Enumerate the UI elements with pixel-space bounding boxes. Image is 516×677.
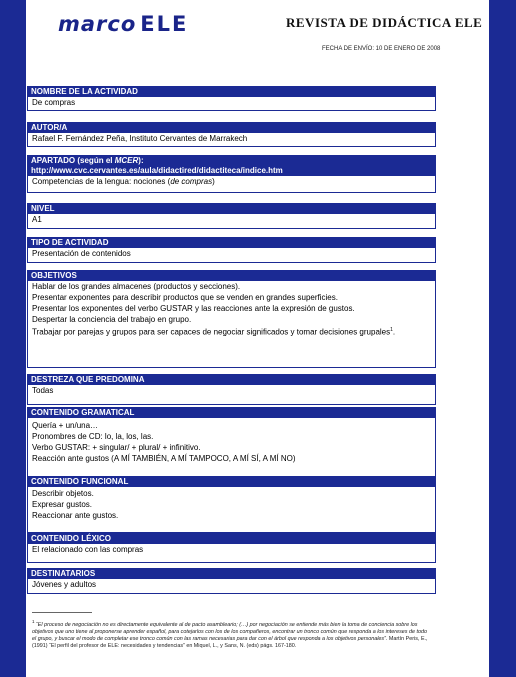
gramatical-line: Pronombres de CD: lo, la, los, las. xyxy=(32,432,154,441)
section-header: NIVEL xyxy=(28,204,435,214)
section-header: DESTREZA QUE PREDOMINA xyxy=(28,375,435,385)
objetivo-line: Hablar de los grandes almacenes (productos y secciones). xyxy=(32,282,241,291)
gramatical-line: Reacción ante gustos (A MÍ TAMBIÉN, A MÍ TAMPOCO, A MÍ SÍ, A MÍ NO) xyxy=(32,454,296,463)
objetivo-line: Presentar exponentes para describir productos que se venden en grandes superficies. xyxy=(32,293,338,302)
submission-date: FECHA DE ENVÍO: 10 DE ENERO DE 2008 xyxy=(322,46,441,52)
footnote-number: 1 xyxy=(32,619,35,624)
section-value: De compras xyxy=(32,98,76,107)
section-funcional xyxy=(27,476,436,533)
section-header: TIPO DE ACTIVIDAD xyxy=(28,238,435,248)
section-gramatical xyxy=(27,407,436,478)
apartado-value-suffix: ) xyxy=(212,177,215,186)
section-value: El relacionado con las compras xyxy=(32,545,144,554)
objetivo-line: Trabajar por parejas y grupos para ser capaces de negociar significados y tomar decisiones grupales$^1$. xyxy=(32,327,396,337)
apartado-link[interactable]: http://www.cvc.cervantes.es/aula/didactired/didactiteca/indice.htm xyxy=(31,166,283,175)
apartado-label-suffix: ): xyxy=(138,156,144,165)
section-header xyxy=(28,156,435,176)
objetivo-line: Presentar los exponentes del verbo GUSTAR y las reacciones ante la expresión de gustos. xyxy=(32,304,355,313)
section-value: Jóvenes y adultos xyxy=(32,580,97,589)
funcional-line: Describir objetos. xyxy=(32,489,94,498)
section-lexico xyxy=(27,533,436,563)
section-header: NOMBRE DE LA ACTIVIDAD xyxy=(28,87,435,97)
footnote-citation: Martín Peris, E., (1991) “El perfil del profesor de ELE: necesidades y tendencias” en Miquel, L., y Sans, N. (eds) págs. 167-180. xyxy=(32,635,428,649)
objetivo-last-text: Trabajar por parejas y grupos para ser capaces de negociar significados y tomar decisiones grupales xyxy=(32,327,391,337)
apartado-label-em: MCER xyxy=(114,156,139,165)
apartado-value-prefix: Competencias de la lengua: nociones ( xyxy=(32,177,171,186)
section-value xyxy=(28,281,435,367)
section-nivel xyxy=(27,203,436,229)
section-header: CONTENIDO GRAMATICAL xyxy=(28,408,435,418)
gramatical-line: Verbo GUSTAR: + singular/ + plural/ + infinitivo. xyxy=(32,443,201,452)
objetivo-line: Despertar la conciencia del trabajo en grupo. xyxy=(32,315,192,324)
section-destreza xyxy=(27,374,436,405)
section-header: CONTENIDO FUNCIONAL xyxy=(28,477,435,487)
section-header: CONTENIDO LÉXICO xyxy=(28,534,435,544)
footnote xyxy=(32,618,430,650)
section-value xyxy=(28,487,435,532)
footnote-rule xyxy=(32,612,92,613)
section-objetivos xyxy=(27,270,436,368)
section-apartado xyxy=(27,155,436,193)
funcional-line: Expresar gustos. xyxy=(32,500,93,509)
section-header: DESTINATARIOS xyxy=(28,569,435,579)
gramatical-line: Quería + un/una… xyxy=(32,421,99,430)
logo-ele-text: ELE xyxy=(140,12,189,36)
section-autor xyxy=(27,122,436,147)
section-destinatarios xyxy=(27,568,436,594)
section-value xyxy=(28,176,435,192)
section-value: Todas xyxy=(32,386,54,395)
logo-main-text: marco xyxy=(58,12,137,36)
funcional-line: Reaccionar ante gustos. xyxy=(32,511,119,520)
section-header: AUTOR/A xyxy=(28,123,435,133)
footnote-quote: “El proceso de negociación no es directamente equivalente al de pacto asambleario; (…) por negociación se entiende más bien la toma de conciencia sobre los objetivos que uno tiene al proponerse aprender español, para cotejarlos con los de los compañeros, encontrar un tronco común que responda a los intereses de todo el grupo, y buscar el modo de completar ese tronco común con las ramas necesarias para dar con el árbol que responda a los objetivos personales”. xyxy=(32,621,427,642)
section-tipo xyxy=(27,237,436,263)
marcoele-logo xyxy=(58,12,188,36)
section-value: Presentación de contenidos xyxy=(32,249,131,258)
apartado-label-prefix: APARTADO (según el xyxy=(31,156,115,165)
magazine-title: REVISTA DE DIDÁCTICA ELE xyxy=(286,15,483,30)
section-header: OBJETIVOS xyxy=(28,271,435,281)
section-nombre xyxy=(27,86,436,111)
apartado-value-em: de compras xyxy=(170,177,213,186)
section-value: Rafael F. Fernández Peña, Instituto Cervantes de Marrakech xyxy=(32,134,248,143)
section-value: A1 xyxy=(32,215,42,224)
footnote-ref: 1 xyxy=(390,327,393,333)
section-value xyxy=(28,418,435,477)
